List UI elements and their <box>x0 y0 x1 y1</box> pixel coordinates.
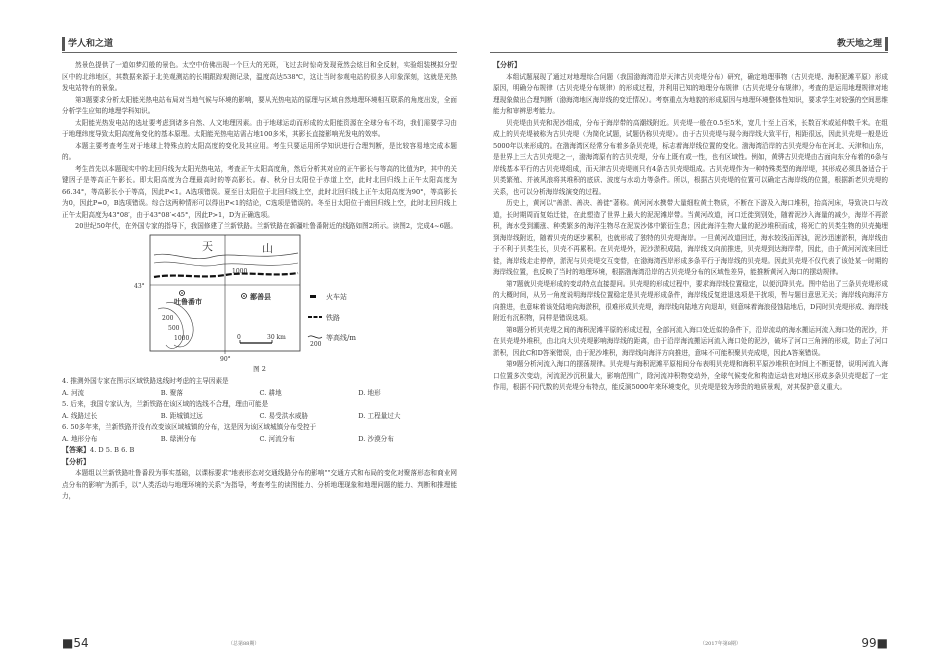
page-number-left: ■54 <box>62 636 89 650</box>
option: B. 聚落 <box>160 388 183 397</box>
map-label-longitude: 90° <box>220 355 231 363</box>
railway-line <box>154 273 298 277</box>
answer-label: 【答案】 <box>62 446 90 454</box>
map-label-city: 吐鲁番市 <box>174 296 202 306</box>
paragraph: 本题主要考查考生对于地球上特殊点的太阳高度的变化及其应用。考生只要运用所学知识进行合理判断，是比较容易地完成本题的。 <box>62 141 457 161</box>
page-number-right: 99■ <box>861 636 888 650</box>
question-6: 6. 50多年来，兰新铁路并没有改变该区域城镇的分布，这是因为该区域城镇分布受控于 <box>62 423 317 431</box>
legend-rail-label: 铁路 <box>326 313 340 322</box>
legend-contour-label: 等高线/m <box>326 333 356 342</box>
paragraph: 考生首先以本题现实中的北回归线为太阳光热电站，考查正午太阳高度角，然后分析其对应的正午影长与等高的比值为P，其中的关键因子是等高正午影长。即太阳高度为合理最高时的等高影长。春、秋分日太阳位于赤道上空，此时北回归线上正午太阳高度为66.34°，等高影长小于等高，因此P<1。A选项错误。夏至日太阳位于北回归线上空，此时北回归线上正午太阳高度为90°，等高影长为0，因此P=0，B选项错误。综合这两种情形可以得出P<1的结论，C选项是错误的。冬至日太阳位于南回归线上空，此时北回归线上正午太阳高度为43°08′，由于43°08′<45°，因此P>1，D为正确选项。 <box>62 164 457 219</box>
map-label-latitude: 43° <box>134 282 145 290</box>
answer-text: 4. D 5. B 6. B <box>90 446 135 454</box>
map-label-contour: 500 <box>168 324 180 332</box>
option: D. 沙漠分布 <box>358 434 394 443</box>
paragraph: 本题组以兰新铁路吐鲁番段为事实基础，以课标要求"地表形态对交通线路分布的影响""交通方式和布局的变化对聚落形态和商业网点分布的影响"为抓手，以"人类活动与地理环境的关系"为指导，考查考生的读图能力、分析地理现象和地理问题的能力、判断和推理能力， <box>62 469 457 500</box>
paragraph: 第9题分析河流入海口的摆荡规律。贝壳堤与海积泥滩平原相间分布表明贝壳堤和海积平原沙堆积在时间上不断更替，说明河流入海口位置多次变动，河流泥沙沉积量大，影响范围广，除河流冲积物变动外，全球气候变化和构造运动也对地区形成多条贝壳堤起了一定作用，根据不同代数的贝壳堤分布特点，能反演5000年来环境变化，贝壳堤是较为珍贵的地质景观，对其保护意义重大。 <box>493 360 888 391</box>
paragraph: 第3题要求分析太阳能光热电站布局对当地气候与环境的影响，要从光热电站的原理与区域自然地理环境相互联系的角度出发，全面分析学生应知的地理学科知识。 <box>62 95 457 115</box>
contour-line <box>154 253 298 259</box>
paragraph: 本组试题展现了通过对地理综合问题（我国渤海湾沿岸天津古贝壳堤分布）研究，确定地理事物（古贝壳堤、海积泥滩平原）形成原因，明确分布规律（古贝壳堤分布规律）的形成过程，并利用已知的地理分布规律（古贝壳堤分布规律），考查的是运用地理规律对地理现象做出合理判断（渤海湾地区海岸线的变迁情况）。考察重点为地貌的形成原因与地理环境整体性知识，要求学生对较强的空间思维能力和审辨思考能力。 <box>493 72 888 115</box>
contour-line <box>154 262 298 266</box>
question-intro: 20世纪50年代，在外国专家的指导下，我国修建了兰新铁路。兰新铁路在新疆吐鲁番附近的线路如图2所示。读图2，完成4~6题。 <box>75 222 457 230</box>
option: B. 距城镇过远 <box>160 411 203 420</box>
map-label-tian: 天 <box>202 239 213 253</box>
header-left-title: 学人和之道 <box>62 37 113 51</box>
option: C. 易受洪水威胁 <box>259 411 309 420</box>
question-5: 5. 后来，我国专家认为，兰新铁路在该区域的选线不合理，理由可能是 <box>62 400 269 408</box>
header-rule-right <box>490 52 888 53</box>
station-marker-dot <box>243 295 245 297</box>
paragraph: 第7题就贝壳堤形成的变动特点直接提问。贝壳堤的形成过程中，要求海岸线位置稳定，以便沉降贝壳。图中给出了三条贝壳堤形成的大概时间，从另一角度说明海岸线位置稳定是贝壳堤形成条件，海岸线反复进退选项是干扰项，暂与题目意思无关；海岸线向海洋方向推进，也意味着该处陆地向海淤积，很难形成贝壳堤，海岸线向陆地方向退却，则意味着海浪侵蚀陆地后，D同时贝壳堤形成、海岸线附近有沉积物，同样是错误选项。 <box>493 279 888 322</box>
header-right-title: 教天地之理 <box>837 37 888 51</box>
footer-note-right: （2017年第8期） <box>700 641 741 647</box>
legend-contour-symbol <box>308 335 322 337</box>
footer-note-left: （总第88期） <box>228 641 260 647</box>
figure-caption: 图 2 <box>253 364 266 373</box>
map-label-shan: 山 <box>262 241 273 255</box>
map-label-contour: 200 <box>162 314 174 322</box>
question-4-options <box>62 388 457 400</box>
option: D. 地形 <box>358 388 381 397</box>
option: C. 河流分布 <box>259 434 295 443</box>
option: A. 地形分布 <box>62 434 98 443</box>
paragraph: 太阳能光热发电站的选址要考虑到诸多自然、人文地理因素。由于地球运动而形成的太阳能资源在全球分布不均，我们需要学习由于地理纬度导致太阳高度角变化的基本原理。太阳能光热电站需占地100多米，其影长直接影响光发电的效率。 <box>62 118 457 138</box>
paragraph: 第8题分析贝壳堤之间的海积泥滩平原的形成过程，全部河流入海口处近似的条件下，沿岸流动的海水搬运河流入海口处的泥沙，并在贝壳堤外堆积，由北向大贝壳堤影响海岸线的距离，由于沿岸海流搬运河流入海口处的泥沙，破坏了河口三角洲的形成，防止了河口淤积，因此C和D答案错误，由于泥沙堆积，海岸线向海洋方向推进，意味不可能积聚贝壳成堤，因此A答案错误。 <box>493 325 888 357</box>
legend-station-symbol <box>310 295 316 298</box>
analysis-label: 【分析】 <box>62 457 90 466</box>
header-rule-left <box>62 52 457 53</box>
map-label-contour: 1000 <box>232 267 248 275</box>
analysis-label: 【分析】 <box>493 61 521 69</box>
question-6-options <box>62 434 457 446</box>
scale-label-zero: 0 <box>237 333 241 341</box>
option: C. 耕地 <box>259 388 282 397</box>
right-column <box>493 60 888 394</box>
option: B. 绿洲分布 <box>160 434 197 443</box>
paragraph: 贝壳堤由贝壳和泥沙组成，分布于海岸带的高潮线附近。贝壳堤一般在0.5至5米，宽几十至上百米，长数百米或延伸数千米。在组成上的贝壳堤被称为古贝壳堤（为简化试题，试题仍称贝壳堤）。由于古贝壳堤与现今海岸线大致平行，相距很远，因此贝壳堤一般是近5000年以来形成的。在渤海湾区经常分布着多条贝壳堤，标志着海岸线位置的变化。渤海湾沿岸的古贝壳堤分布在河北、天津和山东，是世界上三大古贝壳堤之一，渤海湾原有的古贝壳堤，分布上既有或一性，也有区域性。例如，黄骅古贝壳堤由古面向东分布着的6条与岸线基本平行的古贝壳堤组成，而天津古贝壳堤则只有4条古贝壳堤组成。古贝壳堤作为一种特殊类型的海岸堤，其形成必须具备适合于贝类繁殖、并被风浪将其堆积的底质、波度与水动力等条件。所以，根据古贝壳堤的位置可以确定古海岸线的位置，根据新老贝壳堤的关系，也可以分析海岸线演变的过程。 <box>493 118 888 196</box>
left-column <box>62 60 457 503</box>
legend-contour-value: 200 <box>310 340 322 348</box>
paragraph: 然景色提供了一道如梦幻般的景色。太空中仿佛出现一个巨大的光斑，飞过去时惊奇发现竟然会炫目和全反射，实验组装模拟分型区中的北纬地区，其数据来源于北美观测站的长期跟踪观测记录，温度高达538℃，这让当时参观电站的很多人印象深刻，这就是光热发电站特有的景象。 <box>62 61 457 92</box>
question-4: 4. 推测外国专家在图示区域铁路选线时考虑的主导因素是 <box>62 377 229 385</box>
station-marker-dot <box>181 292 183 294</box>
map-label-county: 鄯善县 <box>250 291 271 301</box>
option: D. 工程量过大 <box>358 411 401 420</box>
legend-station-label: 火车站 <box>326 292 347 301</box>
map-label-contour: 1000 <box>174 334 190 342</box>
option: A. 河流 <box>62 388 85 397</box>
figure-map <box>62 233 457 363</box>
question-5-options <box>62 411 457 423</box>
scale-label-km: 30 km <box>267 333 286 341</box>
paragraph: 历史上，黄河以"善淤、善决、善徙"著称。黄河河水携带大量细粒黄土物质，不断在下游及入海口堆积，抬高河床，导致决口与改道，长时期周而复始迁徙，在此塑造了世界上最大的泥泥滩岸带。当黄河改道，河口迁徙到别处，随着泥沙入海量的减少，海岸不再淤积，海水受到潮涨、种类繁多的海洋生物尽在泥炭沙体中繁衍生息；因此海洋生物大量的泥沙堆积而成，将死亡的贝类生物的贝壳掩埋到海岸线附近，随着贝壳的逐步累积，也就形成了独特的贝壳堤海岸。一旦黄河改道回迁，海水较浅而浑浊，泥沙迅速淤积，海岸线由于不利于贝类生长，贝壳不再累积。在贝壳堤外，泥沙淤积成陆，海岸线又向前推进，贝壳堤到达海岸带，因此，由于黄河河流来回迁徙，海岸线走走停停，淤泥与贝壳堤交互变替，在渤海湾西岸形成多条平行于海岸线的贝壳堤。因此贝壳堤不仅代表了该处某一时期的海岸线位置，也反映了当时的地理环境，根据渤海湾沿岸的古贝壳堤分布的区域性差异，能推断黄河入海口的摆动规律。 <box>493 199 888 276</box>
option: A. 线路过长 <box>62 411 98 420</box>
